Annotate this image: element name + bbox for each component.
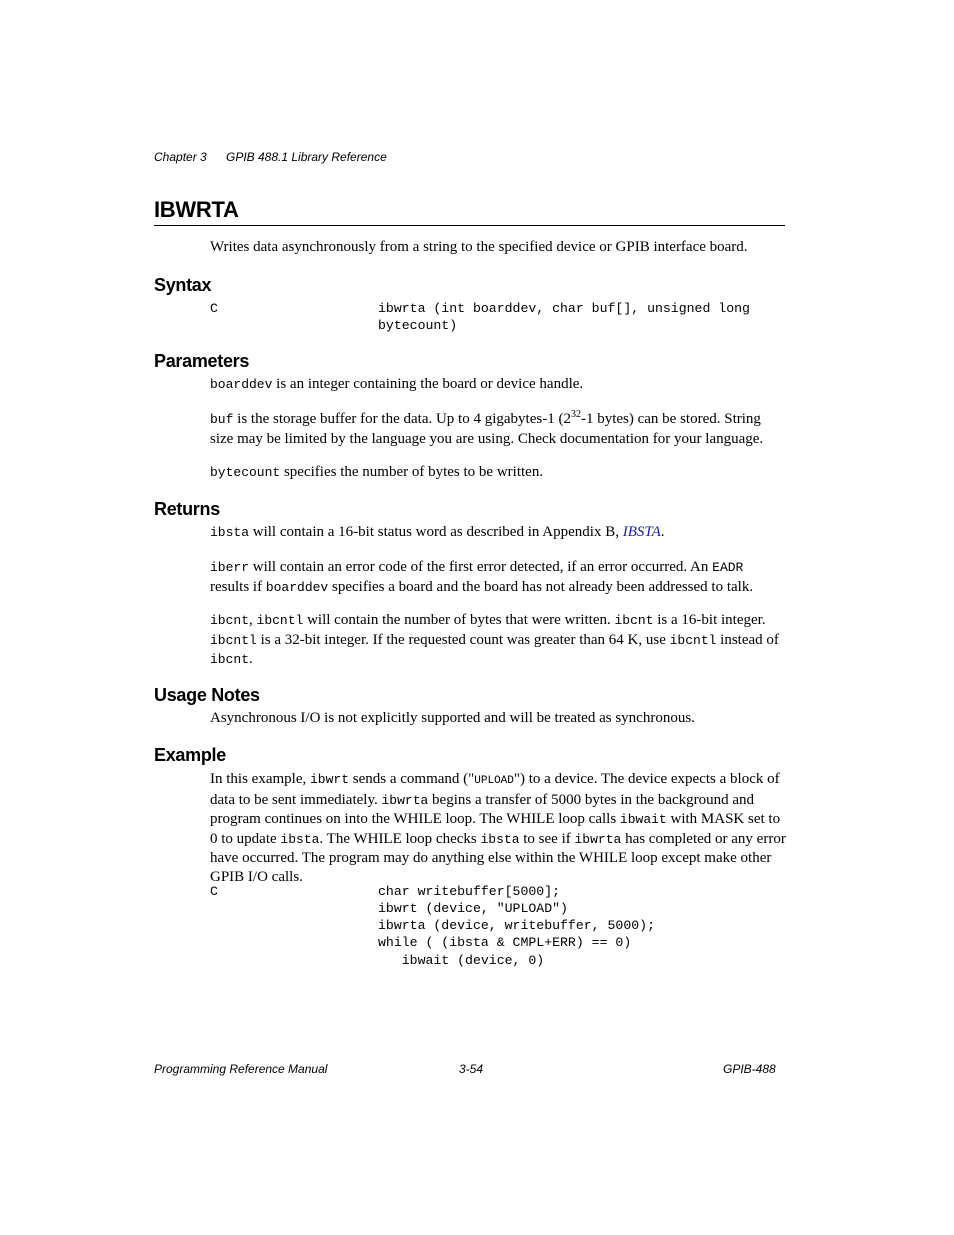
syntax-lang: C bbox=[210, 301, 218, 316]
returns-heading: Returns bbox=[154, 499, 220, 519]
running-header bbox=[154, 150, 387, 164]
example-code-line-5: ibwait (device, 0) bbox=[378, 953, 545, 968]
returns-iberr: iberr will contain an error code of the first error detected, if an error occurred. An EADR results if boarddev specifies a board and the board has not already been addressed to talk. bbox=[210, 559, 754, 595]
footer-manual-title: Programming Reference Manual bbox=[154, 1062, 328, 1076]
example-code-line-3: ibwrta (device, writebuffer, 5000); bbox=[378, 918, 655, 933]
intro-text: Writes data asynchronously from a string to the specified device or GPIB interface board. bbox=[210, 239, 748, 255]
usage-notes-text: Asynchronous I/O is not explicitly supported and will be treated as synchronous. bbox=[210, 710, 695, 726]
parameters-heading: Parameters bbox=[154, 351, 250, 371]
syntax-line-2: bytecount) bbox=[378, 318, 458, 333]
param-bytecount: bytecount specifies the number of bytes to be written. bbox=[210, 464, 544, 480]
footer-product: GPIB-488 bbox=[723, 1062, 776, 1076]
example-code-line-2: ibwrt (device, "UPLOAD") bbox=[378, 901, 568, 916]
page-title: IBWRTA bbox=[154, 197, 785, 226]
example-heading: Example bbox=[154, 745, 226, 765]
example-description: In this example, ibwrt sends a command ("UPLOAD") to a device. The device expects a block of data to be sent immediately. ibwrta begins a transfer of 5000 bytes in the background and program continues on into the WHILE loop. The WHILE loop calls ibwait with MASK set to 0 to update ibsta. The WHILE loop checks ibsta to see if ibwrta has completed or any error have occurred. The program may do anything else within the WHILE loop except make other GPIB I/O calls. bbox=[210, 771, 786, 885]
syntax-heading: Syntax bbox=[154, 275, 212, 295]
param-buf: buf is the storage buffer for the data. Up to 4 gigabytes-1 ($2^{32}-1$ bytes) can be stored. String size may be limited by the language you are using. Check documentation for your language. bbox=[210, 409, 764, 447]
returns-ibsta: ibsta will contain a 16-bit status word as described in Appendix B, IBSTA. bbox=[210, 524, 665, 540]
returns-ibcnt: ibcnt, ibcntl will contain the number of bytes that were written. ibcnt is a 16-bit integer. ibcntl is a 32-bit integer. If the requested count was greater than 64 K, use ibcntl instead of ibcnt. bbox=[210, 612, 779, 668]
footer-page-number: 3-54 bbox=[459, 1062, 484, 1076]
section-label: GPIB 488.1 Library Reference bbox=[226, 150, 387, 164]
example-code-line-1: char writebuffer[5000]; bbox=[378, 884, 561, 899]
chapter-label: Chapter 3 bbox=[154, 150, 207, 164]
example-lang: C bbox=[210, 884, 218, 899]
example-code-line-4: while ( (ibsta & CMPL+ERR) == 0) bbox=[378, 935, 632, 950]
syntax-line-1: ibwrta (int boarddev, char buf[], unsigned long bbox=[378, 301, 750, 316]
usage-notes-heading: Usage Notes bbox=[154, 685, 260, 705]
ibsta-link[interactable]: IBSTA bbox=[622, 524, 661, 540]
param-boarddev: boarddev is an integer containing the board or device handle. bbox=[210, 376, 584, 392]
